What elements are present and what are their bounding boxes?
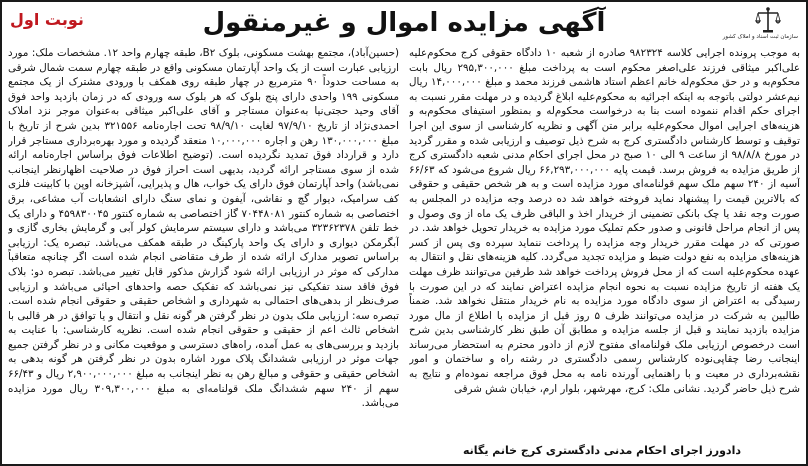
page-title: آگهی مزایده اموال و غیرمنقول	[202, 8, 606, 38]
notice-round-badge: نوبت اول	[10, 10, 84, 29]
left-column-text: (حسین‌آباد)، مجتمع بهشت مسکونی، بلوک B۲، طبقه چهارم واحد ۱۲. مشخصات ملک: مورد ارزیابی عبارت است از یک واحد آپارتمان مسکونی واقع در طبقه چهارم سمت شمال شرقی به مساحت حدوداً ۹۰ مترمربع در چهار طبقه روی همکف با ورودی مشترک از یک مجتمع مسکونی ۱۹۹ واحدی دارای پنج بلوک که هر بلوک سه ورودی که در زمان بازدید واحد فوق آقای وحید حجتی‌نیا به‌عنوان مستاجر و آقای علی‌اکبر میثاقی به‌عنوان موجر نزد املاک احمدی‌نژاد از تاریخ ۹۷/۹/۱۰ لغایت ۹۸/۹/۱۰ تحت اجاره‌نامه ۳۲۱۵۵۶ بدین شرح از تاریخ با مبلغ ۱۳۰,۰۰۰,۰۰۰ رهن و اجاره ۱۰,۰۰۰,۰۰۰ منعقد گردیده و مورد بهره‌برداری مستاجر قرار دارد و قرارداد فوق تمدید نگردیده است. (توضیح اطلاعات فوق براساس اجاره‌نامه ارائه شده از سوی مستاجر ارائه گردید، بدیهی است احراز فوق در صلاحیت اظهارنظر اینجانب نمی‌باشد) واحد آپارتمان فوق دارای یک خواب، هال و پذیرایی، آشپزخانه اوپن با کابینت فلزی کف سرامیک، دیوار گچ و نقاشی، آیفون و نمای سنگ دارای انشعابات آب مشاعی، برق اختصاصی به شماره کنتور ۷۰۴۴۸۰۸۱ گاز اختصاصی به شماره کنتور ۴۵۹۸۳۰۰۴۵ و دارای یک خط تلفن ۳۲۳۶۲۳۷۸ می‌باشد و دارای سیستم سرمایش کولر آبی و گرمایش بخاری گازی و آبگرمکن دیواری و دارای یک واحد پارکینگ در طبقه همکف می‌باشد. تبصره یک: ارزیابی براساس تصویر مدارک ارائه شده از طرف متقاضی انجام شده است اگر چنانچه متعاقباً مدارکی که موثر در ارزیابی ارائه شود گزارش مذکور قابل تغییر می‌باشد. تبصره دو: بلاک فوق فاقد سند تفکیکی نیز نمی‌باشد که تفکیک حصه واحدهای احیائی می‌باشد و ارزیابی صرف‌نظر از بدهی‌های احتمالی به شهرداری و اشخاص حقیقی و حقوقی انجام شده است. تبصره سه: ارزیابی ملک بدون در نظر گرفتن هر گونه نقل و انتقال و یا توافق در هر قالبی با اشخاص ثالث اعم از حقیقی و حقوقی انجام شده است. نظریه کارشناسی: با عنایت به بازدید و بررسی‌های به عمل آمده، راه‌های دسترسی و موقعیت مکانی و در نظر گرفتن جمیع جهات موثر در ارزیابی ششدانگ پلاک مورد اشاره بدون در نظر گرفتن هر گونه بدهی به اشخاص حقیقی و حقوقی و مبالغ رهن به نظر اینجانب به مبلغ ۲,۹۰۰,۰۰۰,۰۰۰ ریال و ۶۶/۴۳ سهم از ۲۴۰ سهم ششدانگ ملک قولنامه‌ای به مبلغ ۳۰۹,۳۰۰,۰۰۰ ریال مورد مزایده می‌باشد.	[8, 47, 399, 410]
footer-signature: دادورز اجرای احکام مدنی دادگستری کرج خانم یگانه	[463, 444, 741, 457]
right-column	[409, 46, 800, 442]
header	[4, 4, 804, 44]
footer	[8, 444, 800, 460]
right-column-text: به موجب پرونده اجرایی کلاسه ۹۸۲۳۲۴ صادره از شعبه ۱۰ دادگاه حقوقی کرج محکوم‌علیه علی‌اکبر میثاقی فرزند علی‌اصغر محکوم است به پرداخت مبلغ ۲۹۵,۳۰۰,۰۰۰ ریال بابت محکوم‌به و در حق محکوم‌له خانم اعظم استاد هاشمی فرزند محمد و مبلغ ۱۴,۰۰۰,۰۰۰ ریال نیم‌عشر دولتی باتوجه به اینکه اجرائیه به محکوم‌علیه ابلاغ گردیده و در مهلت مقرر نسبت به اجرای حکم اقدام ننموده است بنا به درخواست محکوم‌له و بمنظور استیفای محکوم‌به و هزینه‌های اجرایی اموال محکوم‌علیه برابر متن آگهی و نظریه کارشناسی از سوی این اجرا توقیف و توسط کارشناس دادگستری کرج به شرح ذیل توصیف و ارزیابی شده و مقرر گردید در مورخ ۹۸/۸/۸ از ساعت ۹ الی ۱۰ صبح در محل اجرای احکام مدنی شعبه دادگستری کرج از طریق مزایده به فروش برسد. قیمت پایه ۶۶,۲۹۳,۰۰۰,۰۰۰ ریال شروع می‌شود که ۶۶/۶۳ آسیه از ۲۴۰ سهم ملک سهم قولنامه‌ای مورد مزایده است و به هر شخص حقیقی و حقوقی که بالاترین قیمت را پیشنهاد نماید فروخته خواهد شد ده درصد وجه مزایده در المجلس به صورت وجه نقد یا چک بانکی تضمینی از خریدار اخذ و الباقی ظرف یک ماه از وی وصول و پس از انجام مراحل قانونی و صدور حکم تملیک مورد مزایده به خریدار تحویل خواهد شد. در صورتی که در مهلت مقرر خریدار وجه مزایده را پرداخت ننماید سپرده وی پس از کسر هزینه‌های مزایده به نفع دولت ضبط و مزایده تجدید می‌گردد. کلیه هزینه‌های نقل و انتقال به عهده محکوم‌علیه است که از محل فروش پرداخت خواهد شد طرفین می‌توانند ظرف مهلت یک هفته از تاریخ مزایده نسبت به نحوه انجام مزایده اعتراض نمایند که در این صورت با رسیدگی به اعتراض از سوی دادگاه مورد مزایده به نام خریدار منتقل نخواهد شد. ضمناً طالبین به شرکت در مزایده می‌توانند ظرف ۵ روز قبل از مزایده با اطلاع از مال مورد مزایده بازدید نمایند و قبل از جلسه مزایده و مطابق آن طبق نظر کارشناسی بدین شرح است درخصوص ارزیابی ملک قولنامه‌ای مفتوح لازم از دادور محترم به استحضار می‌رساند اینجانب رضا چقاپی‌نوده کارشناس رسمی دادگستری در رشته راه و ساختمان و امور نقشه‌برداری در معیت و با راهنمایی آورنده نامه به محل فوق مراجعه نموده‌ام و نتایج به شرح ذیل حاضر گردید. نشانی ملک: کرج، مهرشهر، بلوار ارم، خیابان شش شرقی	[409, 47, 800, 395]
logo-caption: سازمان ثبت اسناد و املاک کشور	[722, 34, 798, 40]
left-column	[8, 46, 399, 442]
footer-code	[8, 444, 404, 460]
body-columns	[8, 46, 800, 442]
